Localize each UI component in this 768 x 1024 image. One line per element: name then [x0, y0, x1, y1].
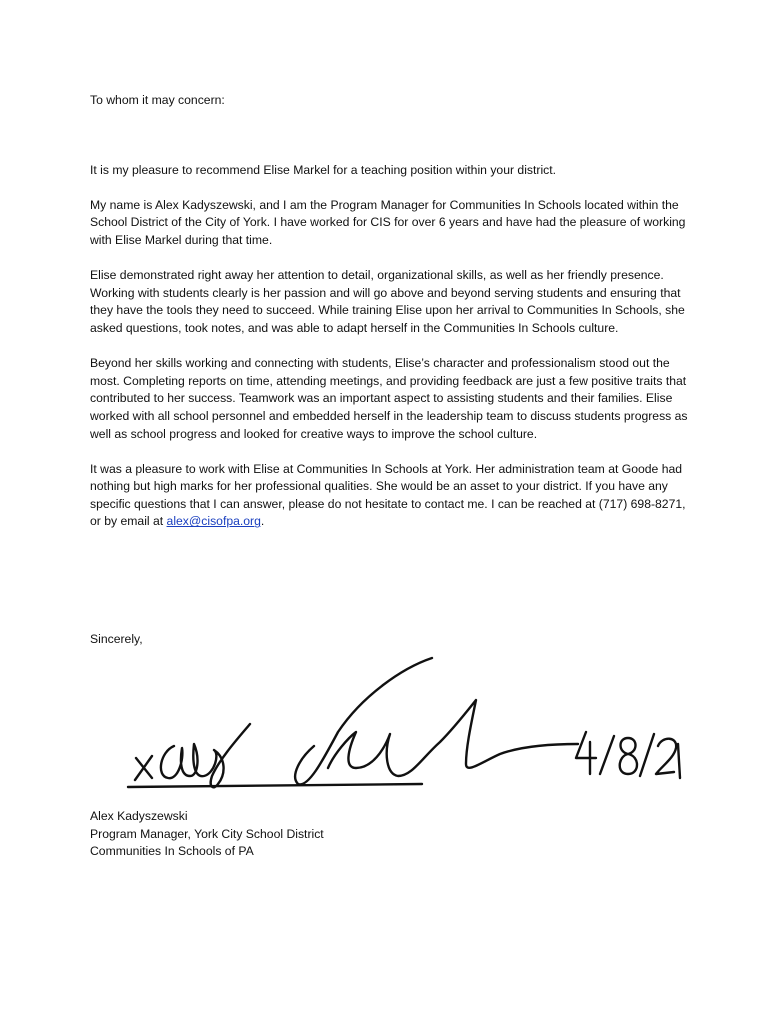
date-digit-8 — [620, 738, 637, 774]
signer-organization: Communities In Schools of PA — [90, 844, 254, 859]
closing: Sincerely, — [90, 632, 143, 646]
signature-line — [128, 784, 422, 787]
paragraph-background: My name is Alex Kadyszewski, and I am the Program Manager for Communities In Schools located within the School District of the City of York. I have worked for CIS for over 6 years and have had the pleasure of working with Elise Markel during that time. — [90, 197, 686, 247]
date-slash-2 — [640, 734, 654, 776]
signer-title: Program Manager, York City School District — [90, 826, 324, 841]
date-digit-1 — [678, 744, 680, 778]
date-digit-2 — [656, 739, 676, 774]
email-link[interactable]: alex@cisofpa.org — [166, 514, 261, 529]
signer-name: Alex Kadyszewski — [90, 809, 188, 823]
handwritten-signature — [122, 650, 682, 795]
paragraph-skills: Elise demonstrated right away her attention to detail, organizational skills, as well as her friendly presence. Working with students clearly is her passion and will go above and beyond serving students and ensuring that they have the tools they need to succeed. While training Elise upon her arrival to Communities In Schools, she asked questions, took notes, and was able to adapt herself in the Communities In Schools culture. — [90, 268, 685, 335]
signature-scrawl — [161, 724, 250, 787]
salutation: To whom it may concern: — [90, 93, 225, 107]
signature-x-mark — [135, 756, 152, 780]
signature-loop — [328, 700, 578, 776]
paragraph-contact — [90, 461, 690, 531]
date-digit-4 — [576, 732, 596, 774]
letter-body — [90, 92, 690, 549]
date-slash-1 — [600, 736, 614, 774]
paragraph-intro: It is my pleasure to recommend Elise Markel for a teaching position within your district. — [90, 162, 557, 177]
contact-period: . — [260, 514, 265, 529]
signature-drawing — [122, 650, 682, 795]
paragraph-character: Beyond her skills working and connecting with students, Elise’s character and professionalism stood out the most. Completing reports on time, attending meetings, and providing feedback are just a few positive traits that contributed to her success. Teamwork was an important aspect to assisting students and their families. Elise worked with all school personnel and embedded herself in the leadership team to discuss students progress as well as school progress and looked for creative ways to improve the school culture. — [90, 356, 688, 441]
signer-block — [90, 808, 324, 861]
contact-text: It was a pleasure to work with Elise at Communities In Schools at York. Her administration team at Goode had nothing but high marks for her professional qualities. She would be an asset to your district. If you have any specific questions that I can answer, please do not hesitate to contact me. I can be reached at (717) 698-8271, or by email at — [90, 461, 686, 529]
